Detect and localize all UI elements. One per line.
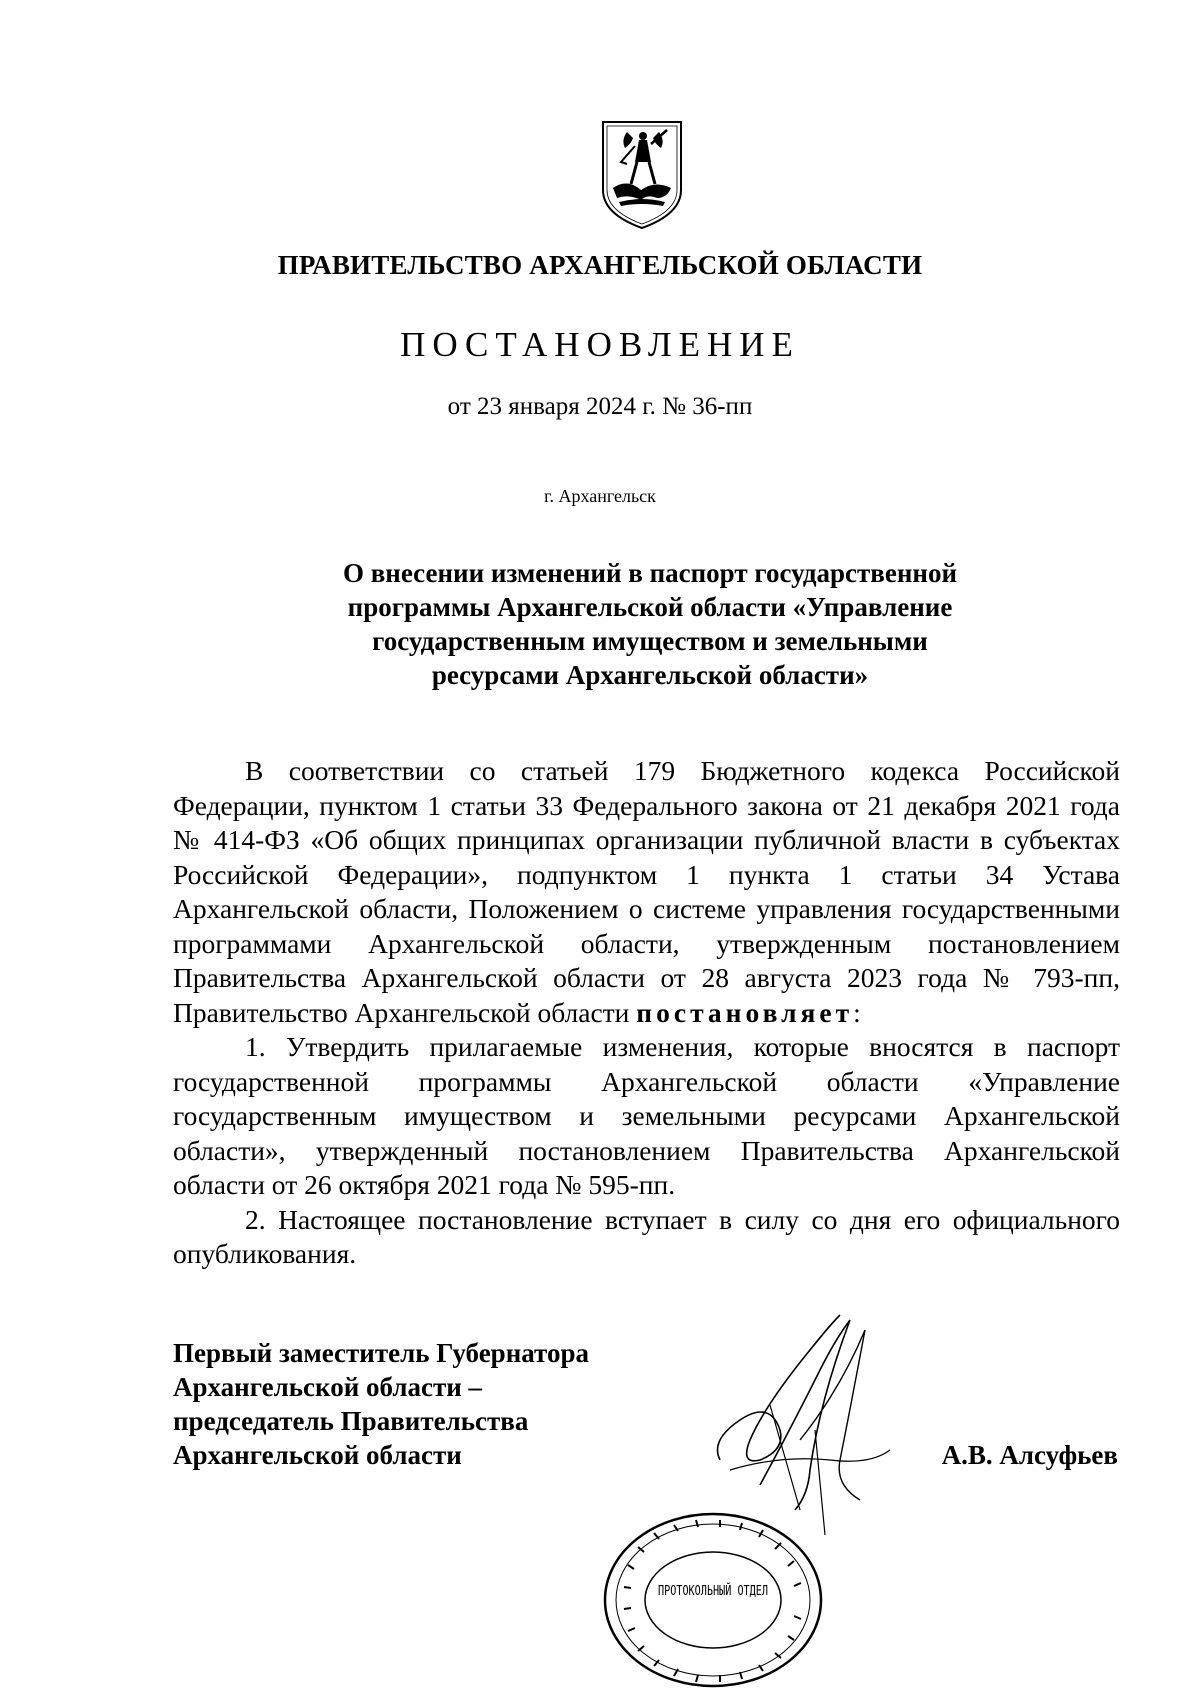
stamp-label: ПРОТОКОЛЬНЫЙ ОТДЕЛ — [658, 1584, 799, 1599]
signer-name: А.В. Алсуфьев — [941, 1440, 1118, 1470]
subject-line: О внесении изменений в паспорт государственной — [342, 558, 958, 588]
organization-title: ПРАВИТЕЛЬСТВО АРХАНГЕЛЬСКОЙ ОБЛАСТИ — [277, 250, 923, 280]
preamble-paragraph — [173, 754, 1120, 1030]
clause-1: 1. Утвердить прилагаемые изменения, которые вносятся в паспорт государственной программы Архангельской области «Управление государственным имуществом и земельными ресурсами Архангельской области», утвержденный постановлением Правительства Архангельской области от 26 октября 2021 года № 595-пп. — [173, 1031, 1120, 1200]
signer-position-line: Архангельской области — [173, 1440, 462, 1470]
signer-position-line: Архангельской области – — [173, 1372, 483, 1402]
document-subject — [300, 556, 1000, 692]
preamble-text: В соответствии со статьей 179 Бюджетного кодекса Российской Федерации, пунктом 1 статьи 33 Федерального закона от 21 декабря 2021 года № 414-ФЗ «Об общих принципах организации публичной власти в субъектах Российской Федерации», подпунктом 1 пункта 1 статьи 34 Устава Архангельской области, Положением о системе управления государственными программами Архангельской области, утвержденным постановлением Правительства Архангельской области от 28 августа 2023 года № 793-пп, Правительство Архангельской области — [173, 755, 1120, 1028]
arkhangelsk-coat-of-arms-icon — [597, 118, 687, 230]
decree-verb: постановляет — [636, 996, 854, 1028]
signer-position — [173, 1336, 693, 1472]
signer-position-line: Первый заместитель Губернатора — [173, 1338, 589, 1368]
subject-line: программы Архангельской области «Управление — [347, 592, 953, 622]
clause-2: 2. Настоящее постановление вступает в силу со дня его официального опубликования. — [173, 1203, 1120, 1269]
document-type: ПОСТАНОВЛЕНИЕ — [400, 325, 800, 364]
subject-line: государственным имуществом и земельными — [372, 626, 928, 656]
document-body — [173, 754, 1120, 1272]
document-date-number: от 23 января 2024 г. № 36-пп — [447, 393, 753, 420]
round-official-stamp-icon — [598, 1505, 828, 1690]
document-city: г. Архангельск — [544, 486, 656, 506]
signer-position-line: председатель Правительства — [173, 1406, 529, 1436]
preamble-end: : — [853, 996, 861, 1028]
subject-line: ресурсами Архангельской области» — [431, 660, 869, 690]
